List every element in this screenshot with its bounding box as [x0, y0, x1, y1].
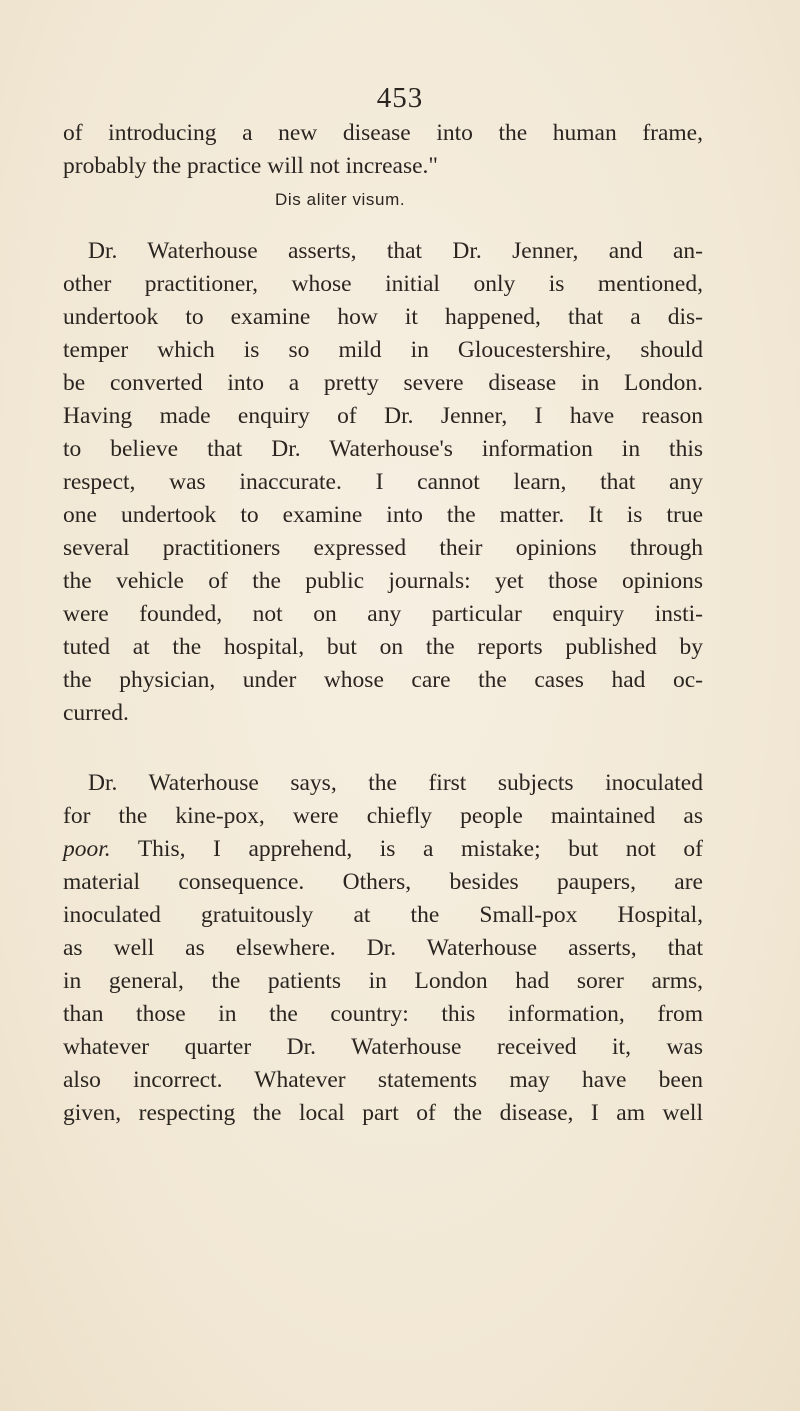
text-line: in general, the patients in London had sorer arms, [63, 968, 703, 994]
spacer [63, 730, 703, 767]
text-line: probably the practice will not increase." [63, 153, 439, 179]
text-line: other practitioner, whose initial only is mentioned, [63, 271, 703, 297]
text-line: of introducing a new disease into the human frame, [63, 120, 703, 146]
text-line: respect, was inaccurate. I cannot learn, that any [63, 469, 703, 495]
text-line: Dr. Waterhouse says, the first subjects inoculated [88, 770, 703, 796]
text-line: as well as elsewhere. Dr. Waterhouse asserts, that [63, 935, 703, 961]
text-line: to believe that Dr. Waterhouse's information in this [63, 436, 703, 462]
body-text [63, 117, 703, 1130]
text-line: inoculated gratuitously at the Small-pox Hospital, [63, 902, 703, 928]
text-line: given, respecting the local part of the disease, I am well [63, 1100, 703, 1126]
italic-word: poor. [63, 836, 111, 862]
text-line [63, 833, 703, 866]
text-line: curred. [63, 700, 129, 726]
text-line: whatever quarter Dr. Waterhouse received it, was [63, 1034, 703, 1060]
text-line: temper which is so mild in Gloucestershire, should [63, 337, 703, 363]
text-line: Dr. Waterhouse asserts, that Dr. Jenner, and an- [88, 238, 703, 264]
motto: Dis aliter visum. [275, 190, 406, 209]
text-line: tuted at the hospital, but on the reports published by [63, 634, 703, 660]
text-line: the physician, under whose care the cases had oc- [63, 667, 703, 693]
text-line: were founded, not on any particular enquiry insti- [63, 601, 703, 627]
text-line: for the kine-pox, were chiefly people maintained as [63, 803, 703, 829]
page-number: 453 [376, 82, 424, 114]
text-line: be converted into a pretty severe disease in London. [63, 370, 703, 396]
text-line: also incorrect. Whatever statements may have been [63, 1067, 703, 1093]
paragraph-2 [63, 767, 703, 1130]
text-line: Having made enquiry of Dr. Jenner, I have reason [63, 403, 703, 429]
spacer [63, 216, 703, 235]
text-run: This, I apprehend, is a mistake; but not of [110, 836, 703, 862]
paragraph-1 [63, 235, 703, 730]
text-line: material consequence. Others, besides paupers, are [63, 869, 703, 895]
text-line: the vehicle of the public journals: yet those opinions [63, 568, 703, 594]
text-line: one undertook to examine into the matter. It is true [63, 502, 703, 528]
text-line: than those in the country: this information, from [63, 1001, 703, 1027]
text-line: undertook to examine how it happened, that a dis- [63, 304, 703, 330]
text-line: several practitioners expressed their opinions through [63, 535, 703, 561]
